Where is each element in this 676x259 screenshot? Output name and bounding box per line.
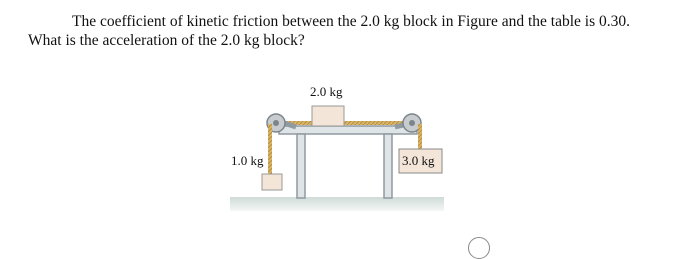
table-leg-right (384, 134, 392, 198)
rope-left-vertical (268, 124, 272, 174)
question-line-1: The coefficient of kinetic friction between the 2.0 kg block in Figure and the table is 0.30. (72, 13, 630, 30)
label-2kg: 2.0 kg (310, 84, 343, 99)
label-3kg: 3.0 kg (402, 153, 435, 168)
label-1kg: 1.0 kg (231, 153, 264, 168)
question-line-2: What is the acceleration of the 2.0 kg block? (28, 32, 305, 49)
answer-radio-button[interactable] (468, 237, 490, 259)
rope-horizontal (285, 121, 411, 125)
block-1kg (262, 174, 282, 190)
table-leg-left (297, 134, 305, 198)
rope-right-vertical (418, 124, 422, 149)
block-2kg (312, 106, 344, 126)
floor (230, 197, 444, 211)
